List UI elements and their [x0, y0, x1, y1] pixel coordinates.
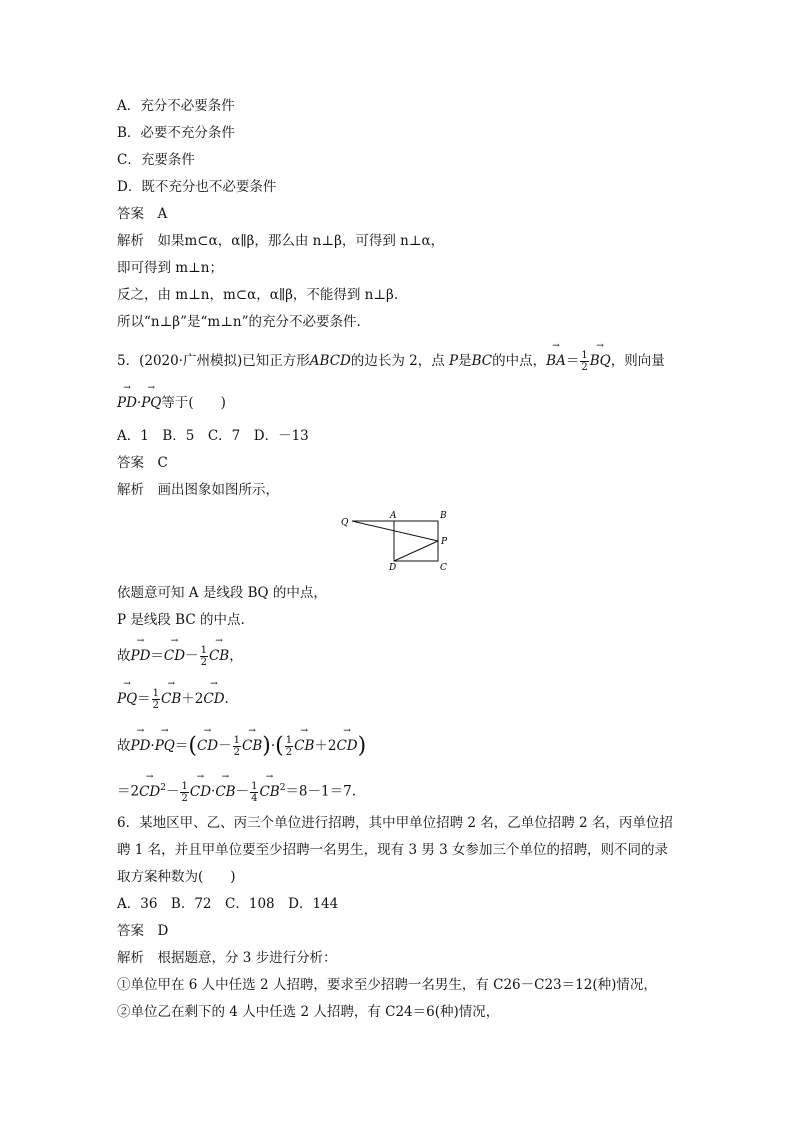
- q4-line3: 反之，由 m⊥n，m⊂α，α∥β，不能得到 n⊥β.: [117, 287, 399, 303]
- label-b: B: [440, 511, 447, 521]
- q5-options: A．1 B．5 C．7 D．－13: [117, 428, 309, 444]
- label-d: D: [389, 563, 397, 572]
- q5-eq1: 故→ PD＝→ CD－ $\frac{1}{2}$ → CB，: [117, 645, 243, 668]
- label-c: C: [440, 563, 447, 572]
- q6-stem2: 聘 1 名，并且甲单位要至少招聘一名男生，现有 3 男 3 女参加三个单位的招聘，则不同的录: [117, 842, 669, 858]
- label-p: P: [441, 537, 448, 547]
- q5-answer: 答案 C: [117, 455, 168, 471]
- q4-line4: 所以“n⊥β”是“m⊥n”的充分不必要条件.: [117, 314, 361, 330]
- option-b: B．必要不充分条件: [117, 125, 235, 141]
- q6-answer: 答案 D: [117, 923, 169, 939]
- option-a: A．充分不必要条件: [117, 98, 235, 114]
- q6-stem3: 取方案种数为( ): [117, 869, 236, 885]
- label-a: A: [390, 511, 397, 521]
- q4-answer: 答案 A: [117, 206, 168, 222]
- q4-line2: 即可得到 m⊥n；: [117, 260, 223, 276]
- q5-analysis: 解析 画出图象如图所示，: [117, 482, 279, 498]
- q6-stem1: 6．某地区甲、乙、丙三个单位进行招聘，其中甲单位招聘 2 名，乙单位招聘 2 名，丙单位招: [117, 815, 673, 831]
- option-c: C．充要条件: [117, 152, 195, 168]
- q4-analysis: 解析 如果m⊂α，α∥β，那么由 n⊥β，可得到 n⊥α，: [117, 233, 445, 249]
- segment-qp: [352, 521, 438, 541]
- q5-eq3: 故→ PD·→ PQ＝(→ CD－ $\frac{1}{2}$ → CB)·( $\frac{1}{2}$ → CB＋2→ CD): [117, 735, 366, 758]
- label-q: Q: [341, 518, 349, 528]
- q5-eq2: → PQ＝ $\frac{1}{2}$ → CB＋2→ CD.: [117, 688, 229, 711]
- q5-eq4: $=2\to CD^2-$ $\frac{1}{2}$ → CD·→ CB－ $\frac{1}{4}$ → $CB^2=8-1=7$.: [117, 778, 356, 804]
- q6-step2: ②单位乙在剩下的 4 人中任选 2 人招聘，有 C24＝6(种)情况，: [117, 1004, 500, 1020]
- q5-mid2: P 是线段 BC 的中点.: [117, 612, 245, 628]
- q6-options: A．36 B．72 C．108 D．144: [117, 896, 339, 912]
- q5-stem-line2: → PD·→ PQ等于( ): [117, 393, 226, 413]
- q6-analysis: 解析 根据题意，分 3 步进行分析：: [117, 950, 337, 966]
- option-d: D．既不充分也不必要条件: [117, 179, 277, 195]
- segment-dp: [394, 541, 438, 561]
- q6-step1: ①单位甲在 6 人中任选 2 人招聘，要求至少招聘一名男生，有 C26－C23＝12(种)情况，: [117, 977, 657, 993]
- q5-stem-line1: 5．(2020·广州模拟)已知正方形ABCD的边长为 2，点 P是BC的中点，→ BA＝ $\frac{1}{2}$ → BQ，则向量: [117, 350, 665, 373]
- square-abcd: [394, 521, 438, 561]
- q5-mid1: 依题意可知 A 是线段 BQ 的中点，: [117, 585, 327, 601]
- square-figure: [336, 508, 456, 572]
